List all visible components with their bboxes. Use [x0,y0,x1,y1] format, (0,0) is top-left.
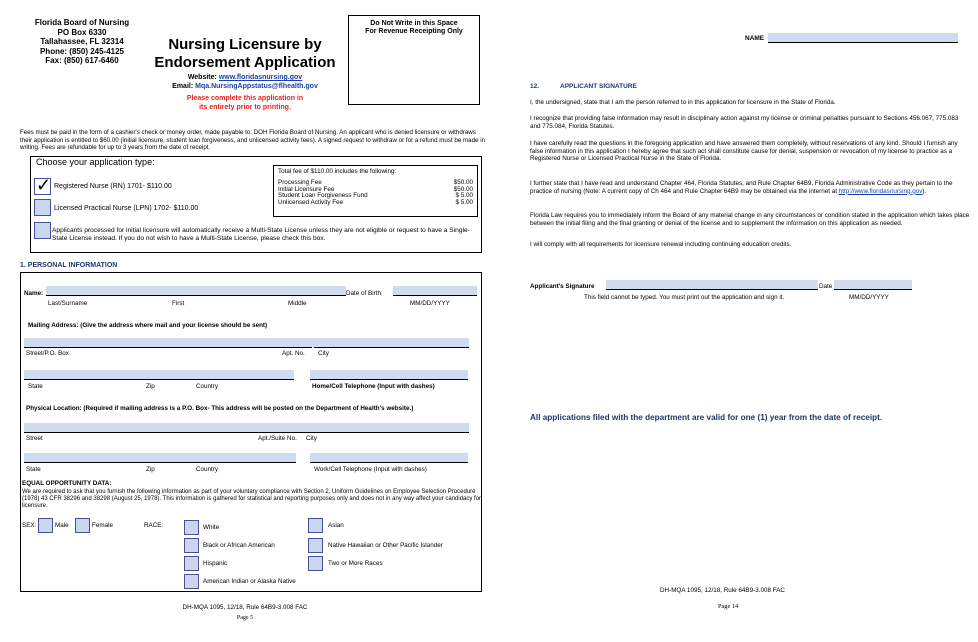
date-label: Date [819,283,833,290]
page-number: Page 14 [718,603,739,610]
last-name-caption: Last/Surname [48,300,88,307]
form-footer: DH-MQA 1095, 12/18, Rule 64B9-3.008 FAC [182,604,308,611]
mailing-city-underline [314,347,469,348]
mailing-state-zip-country-field[interactable] [24,370,294,379]
org-line: Tallahassee, FL 32314 [40,37,124,46]
apt-caption: Apt. No. [282,350,305,357]
website-link[interactable]: www.floridasnursing.gov [218,74,303,81]
race-black-label: Black or African American [203,542,275,549]
completion-notice [150,94,340,112]
org-line: Phone: (850) 245-4125 [39,46,125,56]
fee-paragraph: Fees must be paid in the form of a cashier's check or money order, made payable to: DOH Florida Board of Nursing. An applicant who is denied licensure or withdraws their application is entitled to $60.00 (initial licensure, student loan forgiveness, and unlicensed activity fees). A signed request to withdraw or for a refund must be made in writing. Fees are refundable for up to 3 years from the date of receipt. [20,129,486,152]
street-po-caption: Street/P.O. Box [26,350,69,357]
fee-breakdown-title: Total fee of $110.00 includes the following: [278,168,397,175]
female-checkbox[interactable] [75,518,90,533]
signature-underline [606,289,818,290]
fee-name: Unlicensed Activity Fee [278,199,344,207]
race-american-indian-label: American Indian or Alaska Native [203,578,296,585]
race-american-indian-checkbox[interactable] [184,574,199,589]
physical-zip-caption: Zip [146,466,155,473]
signature-note: This field cannot be typed. You must print out the application and sign it. [584,294,785,301]
mailing-address-heading: Mailing Address: (Give the address where mail and your license should be sent) [28,322,268,329]
multistate-note: Applicants processed for initial licensure will automatically receive a Multi-State License unless they are not eligible or request to have a Single-State License instead. If you do not wish to have a Multi-State License, please check this box. [52,227,470,242]
name-underline [768,42,958,43]
paragraph: I recognize that providing false information may result in disciplinary action against my license or criminal penalties pursuant to Sections 456.067, 775.083 and 775.084, Florida Statutes. [530,115,959,130]
race-pacific-islander-checkbox[interactable] [308,538,323,553]
mailing-state-underline [24,379,294,380]
physical-street-field[interactable] [24,423,469,432]
work-phone-field[interactable] [310,453,468,462]
race-pacific-islander-label: Native Hawaiian or Other Pacific Islander [328,542,443,549]
fee-name: Initial Licensure Fee [278,185,335,193]
zip-caption: Zip [146,383,155,390]
eeo-heading: EQUAL OPPORTUNITY DATA: [22,480,112,487]
male-label: Male [55,522,69,529]
physical-location-heading: Physical Location: (Required if mailing address is a P.O. Box- This address will be posted on the Department of Health's website.) [26,405,414,412]
name-underline [46,295,346,296]
fee-amount: $ 5.00 [455,192,473,200]
form-title-line: Endorsement Application [154,54,336,71]
street-caption: Street [26,435,43,442]
name-field[interactable] [768,33,958,42]
dob-format-caption: MM/DD/YYYY [410,300,450,307]
lpn-option-label: Licensed Practical Nurse (LPN) 1702- $110.00 [54,205,199,212]
name-field[interactable] [46,286,346,295]
rn-checkbox[interactable] [34,175,52,195]
validity-note: All applications filed with the department are valid for one (1) year from the date of receipt. [530,413,883,422]
section-title: APPLICANT SIGNATURE [560,83,637,90]
notice-line: its entirety prior to printing. [199,104,291,111]
paragraph: Florida Law requires you to immediately inform the Board of any material change in any circumstances or condition stated in the application which takes place between the initial filing and the final granting or denial of the license and to supplement the information on this application as needed. [530,212,970,227]
email-label: Email: [172,83,194,90]
notice-line: Please complete this application in [186,95,304,102]
page-number: Page 5 [236,615,254,621]
home-phone-caption: Home/Cell Telephone (Input with dashes) [312,383,435,390]
work-phone-caption: Work/Cell Telephone (Input with dashes) [314,466,427,473]
board-address-block [26,18,138,66]
home-phone-underline [310,379,468,380]
revenue-box-line: For Revenue Receipting Only [365,28,463,35]
physical-country-caption: Country [196,466,219,473]
fee-amount: $ 5.00 [455,199,473,207]
fee-name: Student Loan Forgiveness Fund [278,192,368,200]
work-phone-underline [310,462,468,463]
website-line [150,74,340,81]
country-caption: Country [196,383,219,390]
race-two-or-more-checkbox[interactable] [308,556,323,571]
fee-name: Processing Fee [278,178,322,186]
nursing-website-link[interactable]: http://www.floridasnursing.gov [838,187,923,195]
race-white-checkbox[interactable] [184,520,199,535]
race-asian-label: Asian [328,522,344,529]
physical-state-underline [24,462,296,463]
fee-row [278,200,473,207]
race-black-checkbox[interactable] [184,538,199,553]
race-hispanic-label: Hispanic [203,560,228,567]
paragraph: I will comply with all requirements for licensure renewal including continuing education credits. [530,241,792,248]
paragraph: I, the undersigned, state that I am the person referred to in this application for licensure in the State of Florida. [530,99,836,106]
lpn-checkbox[interactable] [34,199,51,216]
city-caption: City [318,350,329,357]
section-number: 12. [530,83,540,90]
home-phone-field[interactable] [310,370,468,379]
email-line [150,83,340,90]
sex-label: SEX: [22,522,37,529]
email-link[interactable]: Mqa.NursingAppstatus@flhealth.gov [195,83,318,90]
paragraph: I have carefully read the questions in the foregoing application and have answered them completely, without reservations of any kind. Should I furnish any false information in this application I hereby agree that such act shall constitute cause for denial, suspension or revocation of my license to practice as a Registered Nurse or Licensed Practical Nurse in the State of Florida. [530,140,958,163]
physical-city-caption: City [306,435,317,442]
personal-info-heading: 1. PERSONAL INFORMATION [20,262,118,269]
fee-amount: $50.00 [453,178,473,186]
signature-label: Applicant's Signature [530,283,595,290]
org-line: Florida Board of Nursing [34,18,130,27]
dob-field[interactable] [393,286,477,295]
application-type-heading: Choose your application type: [36,157,155,167]
org-line: Fax: (850) 617-6460 [45,56,119,65]
org-line: PO Box 6330 [57,27,107,37]
application-page-14 [520,0,978,642]
form-footer: DH-MQA 1095, 12/18, Rule 64B9-3.008 FAC [660,587,785,594]
state-caption: State [28,383,43,390]
revenue-box-line: Do Not Write in this Space [370,20,458,27]
signature-field[interactable] [606,280,818,289]
fee-breakdown-box [273,165,478,217]
form-title-line: Nursing Licensure by [168,36,322,53]
mailing-street-field[interactable] [24,338,469,347]
multistate-optout-checkbox[interactable] [34,222,51,239]
date-underline [834,289,912,290]
paragraph-tail: ). [922,187,927,195]
date-format-caption: MM/DD/YYYY [849,294,889,301]
dob-label: Date of Birth: [346,290,383,297]
female-label: Female [92,522,113,529]
revenue-receipting-box [348,15,480,105]
paragraph-statutes [530,180,970,195]
name-label: Name: [24,290,44,297]
form-title [140,36,350,72]
fee-amount: $50.00 [453,185,473,193]
checkmark-icon: ✓ [36,175,52,195]
name-label: NAME [745,35,765,42]
male-checkbox[interactable] [38,518,53,533]
race-white-label: White [203,524,220,531]
race-label: RACE: [144,522,164,529]
date-field[interactable] [834,280,912,289]
eeo-text: We are required to ask that you furnish the following information as part of your voluntary compliance with Section 2, Uniform Guidelines on Employee Selection Procedure (1978) 43 CFR 38296 and 38298 (August 25, 1978). This information is gathered for statistical and reporting purposes only and does not in any way affect your candidacy for licensure. [22,489,482,509]
race-asian-checkbox[interactable] [308,518,323,533]
apt-suite-caption: Apt./Suite No. [258,435,297,442]
first-name-caption: First [172,300,185,307]
race-two-or-more-label: Two or More Races [328,560,383,567]
website-label: Website: [187,74,217,81]
dob-underline [393,295,477,296]
rn-option-label: Registered Nurse (RN) 1701- $110.00 [54,183,172,190]
physical-state-caption: State [26,466,41,473]
middle-name-caption: Middle [288,300,307,307]
mailing-street-underline [24,347,312,348]
physical-street-underline [24,432,469,433]
race-hispanic-checkbox[interactable] [184,556,199,571]
physical-state-zip-country-field[interactable] [24,453,296,462]
paragraph-text: I further state that I have read and understand Chapter 464, Florida Statutes, and Rule Chapter 64B9, Florida Administrative Code as they pertain to the practice of nursing (Note: A current copy of Ch 464 and Rule Chapter 64B9 may be obtained via the internet at [530,180,953,195]
